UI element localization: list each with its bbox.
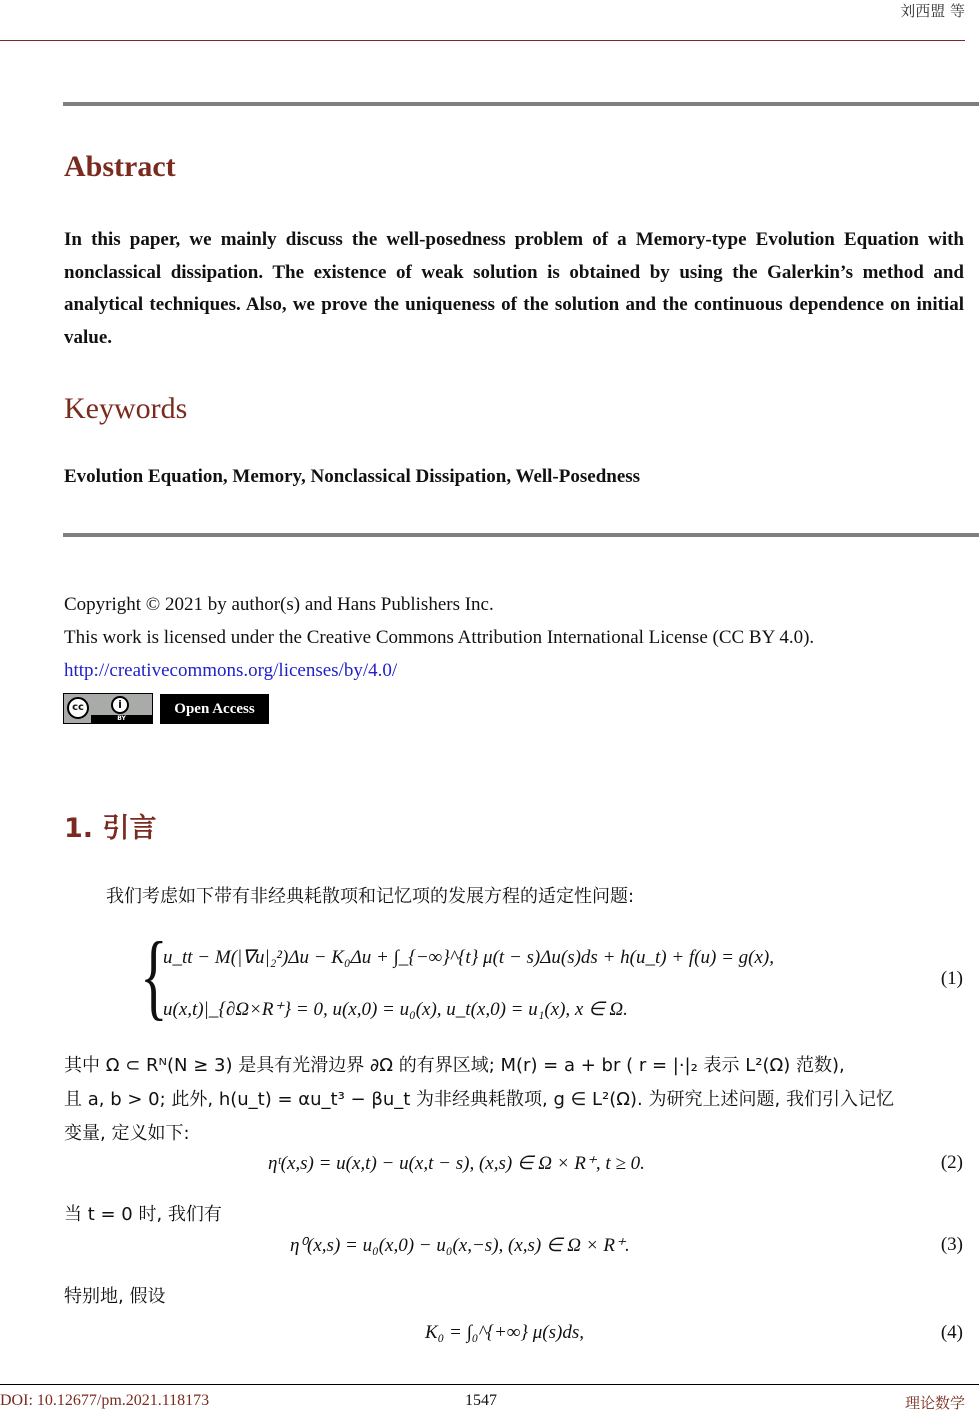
footer-divider [0, 1384, 979, 1385]
license-link[interactable]: http://creativecommons.org/licenses/by/4.0/ [64, 660, 398, 681]
keywords-body: Evolution Equation, Memory, Nonclassical Dissipation, Well-Posedness [64, 466, 641, 487]
equation-4-number: (4) [940, 1322, 963, 1343]
paragraph-4: 特别地, 假设 [64, 1286, 166, 1307]
abstract-top-divider [63, 102, 979, 106]
footer-page-number: 1547 [465, 1392, 497, 1409]
abstract-heading: Abstract [64, 150, 176, 183]
keywords-heading: Keywords [64, 392, 188, 425]
equation-3-number: (3) [940, 1234, 963, 1255]
footer-doi-link[interactable]: DOI: 10.12677/pm.2021.118173 [0, 1392, 210, 1409]
footer-journal-name: 理论数学 [904, 1394, 965, 1412]
paragraph-2-line-3: 变量, 定义如下: [64, 1123, 190, 1144]
open-access-badge[interactable]: Open Access [160, 694, 269, 724]
by-label: BY [91, 715, 152, 723]
abstract-body: In this paper, we mainly discuss the well-posedness problem of a Memory-type Evolution Equation with nonclassical dissipation. The existence of weak solution is obtained by using the Galerkin’s method and analytical techniques. Also, we prove the uniqueness of the solution and the continuous dependence on initial value. [64, 229, 964, 348]
equation-2-number: (2) [940, 1152, 963, 1173]
equation-1-number: (1) [940, 968, 963, 989]
copyright-line: Copyright © 2021 by author(s) and Hans Publishers Inc. [64, 594, 494, 615]
intro-paragraph: 我们考虑如下带有非经典耗散项和记忆项的发展方程的适定性问题: [106, 886, 635, 907]
header-divider [0, 40, 965, 41]
equation-2: ηᵗ(x,s) = u(x,t) − u(x,t − s), (x,s) ∈ Ω × R⁺, t ≥ 0. [268, 1153, 645, 1174]
equation-4: K₀ = ∫₀^{+∞} μ(s)ds, [425, 1322, 584, 1343]
cc-icon: cc [67, 697, 89, 719]
system-brace: { [140, 922, 168, 1029]
paragraph-3: 当 t = 0 时, 我们有 [64, 1204, 222, 1225]
paragraph-2-line-1: 其中 Ω ⊂ Rᴺ(N ≥ 3) 是具有光滑边界 ∂Ω 的有界区域; M(r) = a + br ( r = |·|₂ 表示 L²(Ω) 范数), [64, 1055, 845, 1076]
attribution-person-icon: i [111, 696, 129, 714]
cc-by-badge[interactable] [63, 693, 153, 724]
license-statement: This work is licensed under the Creative Commons Attribution International License (CC BY 4.0). [64, 627, 815, 648]
paragraph-2-line-2: 且 a, b > 0; 此外, h(u_t) = αu_t³ − βu_t 为非经典耗散项, g ∈ L²(Ω). 为研究上述问题, 我们引入记忆 [64, 1089, 894, 1110]
running-header-author: 刘西盟 等 [900, 2, 965, 20]
keywords-bottom-divider [63, 533, 979, 537]
section-1-heading: 1. 引言 [64, 813, 157, 844]
equation-1-line-1: u_tt − M(|∇u|₂²)Δu − K₀Δu + ∫_{−∞}^{t} μ(t − s)Δu(s)ds + h(u_t) + f(u) = g(x), [163, 947, 774, 968]
equation-3: η⁰(x,s) = u₀(x,0) − u₀(x,−s), (x,s) ∈ Ω × R⁺. [290, 1235, 630, 1256]
equation-1-line-2: u(x,t)|_{∂Ω×R⁺} = 0, u(x,0) = u₀(x), u_t(x,0) = u₁(x), x ∈ Ω. [163, 999, 628, 1020]
